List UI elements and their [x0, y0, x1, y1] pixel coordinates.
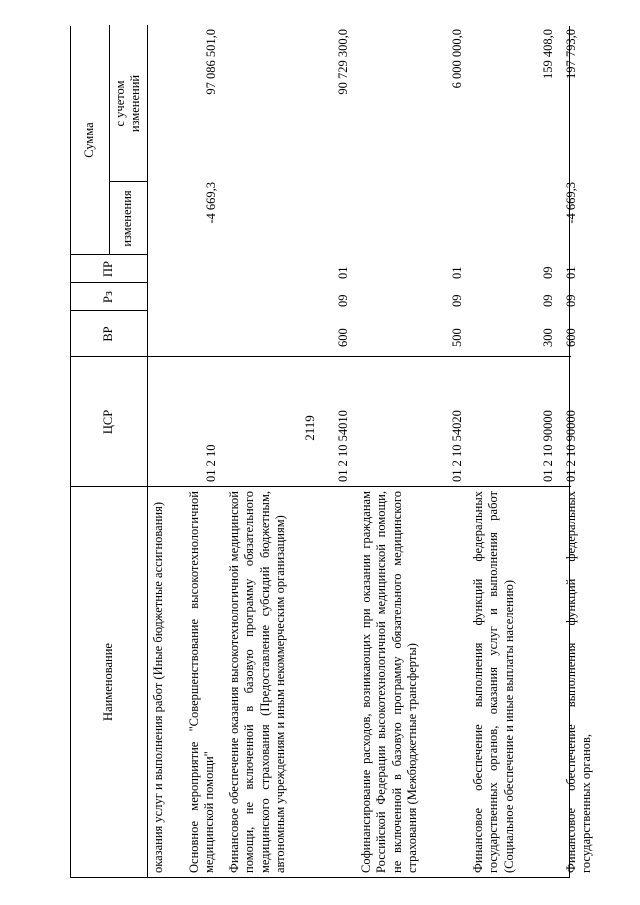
row-csr: 01 2 10 54020	[450, 410, 464, 482]
row-name: оказания услуг и выполнения работ (Иные бюджетные ассигнования)	[151, 501, 165, 873]
row-rz: 09	[336, 294, 350, 307]
budget-table	[70, 26, 594, 878]
row-name: Основное мероприятие "Совершенствование высокотехнологичной медицинской помощи"	[187, 491, 217, 873]
header-csr: ЦСР	[101, 409, 116, 435]
page-number: 2119	[302, 415, 317, 441]
row-rz: 09	[450, 294, 464, 307]
header-pr: ПР	[101, 261, 116, 277]
row-pr: 09	[541, 266, 555, 279]
row-total: 97 086 501,0	[204, 29, 218, 95]
row-vr: 600	[564, 328, 578, 347]
header-changes: изменения	[120, 190, 135, 247]
row-pr: 01	[336, 266, 350, 279]
header-name: Наименование	[101, 643, 116, 721]
row-change: -4 669,3	[204, 182, 218, 224]
row-vr: 500	[450, 328, 464, 347]
row-csr: 01 2 10 90000	[564, 410, 578, 482]
row-change: -4 669,3	[564, 182, 578, 224]
row-vr: 300	[541, 328, 555, 347]
row-total: 90 729 300,0	[336, 29, 350, 95]
row-pr: 01	[564, 266, 578, 279]
row-vr: 600	[336, 328, 350, 347]
header-vr: ВР	[101, 326, 116, 342]
row-total: 159 408,0	[541, 29, 555, 79]
row-name: Финансовое обеспечение выполнения функций федеральных государственных органов, оказания услуг и выполнения работ (Социальное обеспечение и иные выплаты населению)	[471, 491, 516, 873]
row-name: Финансовое обеспечение выполнения функций федеральных государственных органов,	[564, 491, 594, 873]
row-csr: 01 2 10 54010	[336, 410, 350, 482]
header-sum: Сумма	[82, 122, 97, 158]
row-name: Финансовое обеспечение оказания высокотехнологичной медицинской помощи, не включенной в базовую программу обязательного медицинского страхования (Предоставление субсидий бюджетным, автономным учреждениям и иным некоммерческим организациям)	[227, 491, 287, 873]
row-csr: 01 2 10 90000	[541, 410, 555, 482]
row-pr: 01	[450, 266, 464, 279]
row-name: Софинансирование расходов, возникающих при оказании гражданам Российской Федерации высокотехнологичной медицинской помощи, не включенной в базовую программу обязательного медицинского страхования (Межбюджетные трансферты)	[359, 491, 419, 873]
rotated-page	[70, 26, 594, 878]
header-with-changes: с учетом изменений	[112, 74, 142, 133]
row-rz: 09	[564, 294, 578, 307]
row-total: 197 793,0	[564, 29, 578, 79]
row-total: 6 000 000,0	[450, 29, 464, 89]
header-rz: Рз	[101, 291, 116, 303]
row-rz: 09	[541, 294, 555, 307]
row-csr: 01 2 10	[204, 444, 218, 482]
